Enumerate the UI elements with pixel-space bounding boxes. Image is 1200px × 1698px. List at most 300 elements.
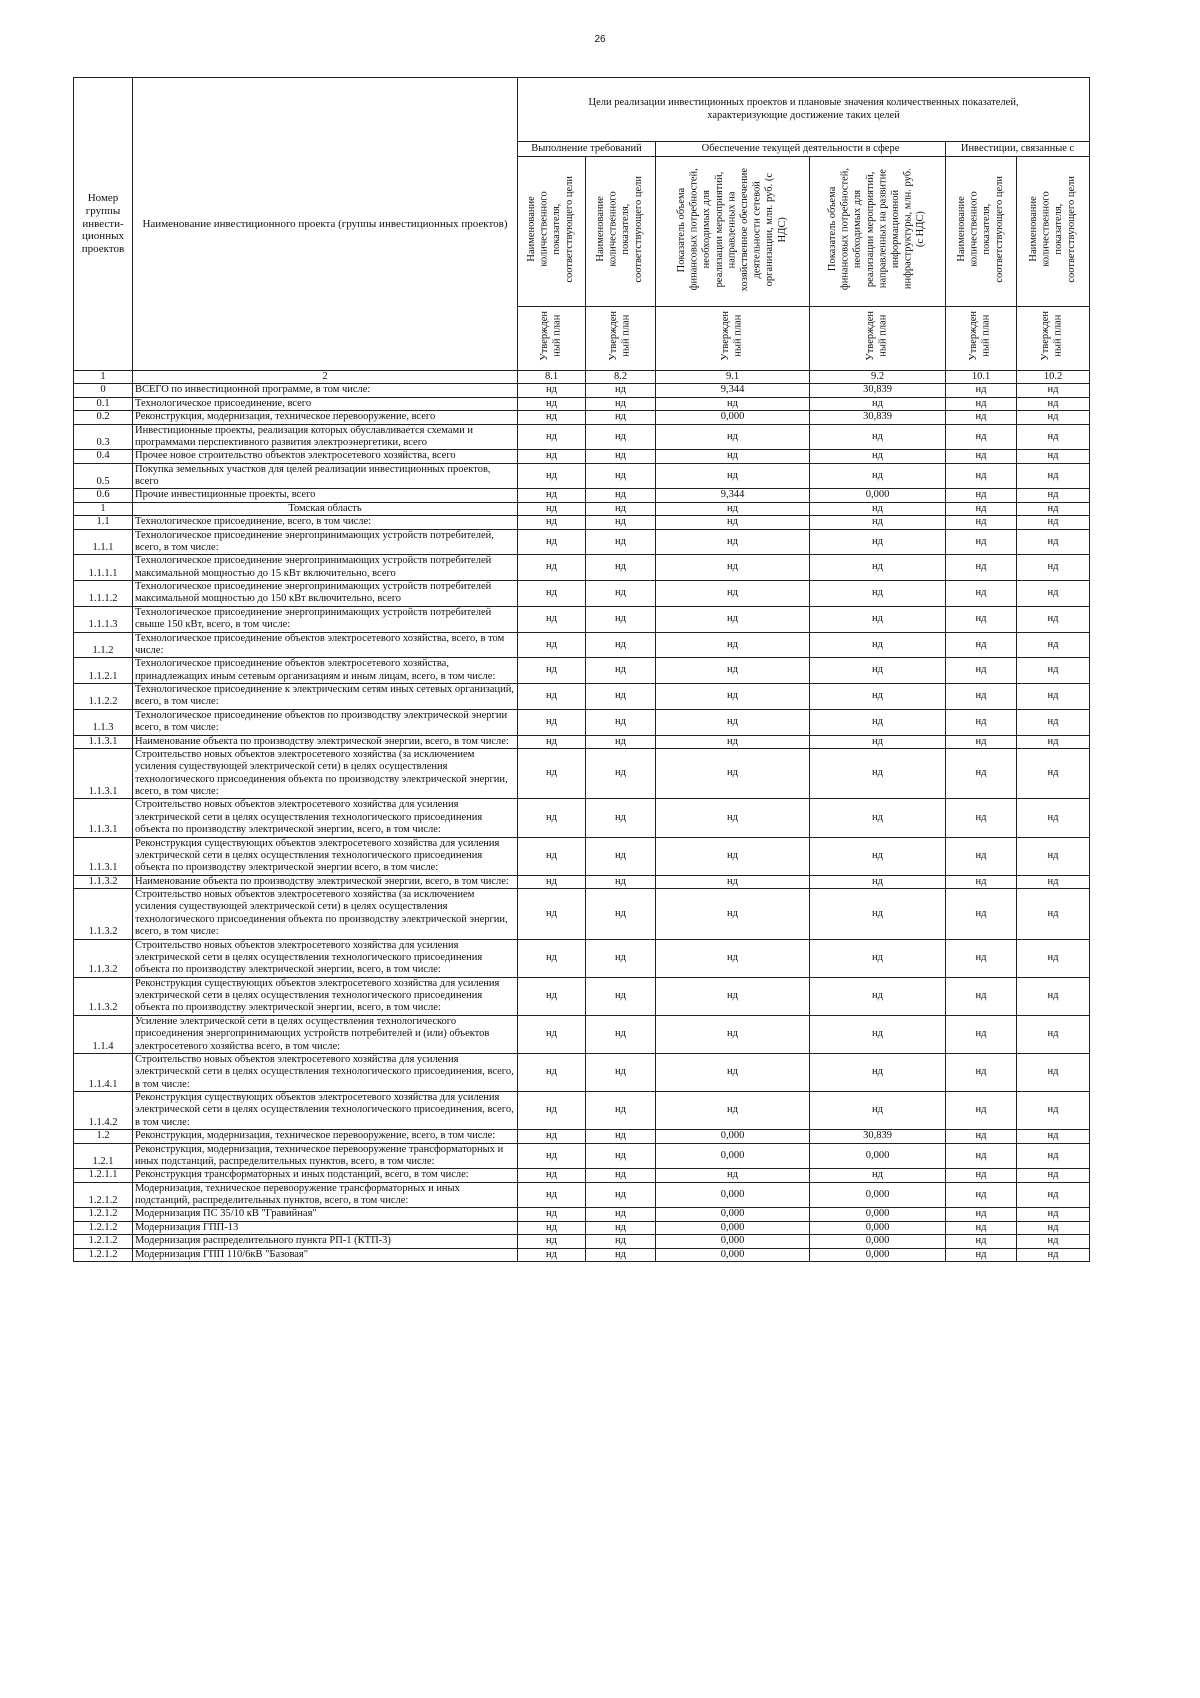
header-group-investments: Инвестиции, связанные с <box>946 142 1090 157</box>
header-plan-cell <box>1017 307 1090 371</box>
row-value-cell: нд <box>518 658 586 684</box>
row-value-cell: нд <box>946 1130 1017 1143</box>
column-number-cell: 10.2 <box>1017 371 1090 384</box>
row-value-cell: нд <box>1017 1221 1090 1234</box>
header-group-current-activity: Обеспечение текущей деятельности в сфере <box>656 142 946 157</box>
row-group-number: 1.2 <box>74 1130 133 1143</box>
row-value-cell: нд <box>946 529 1017 555</box>
row-project-name: Покупка земельных участков для целей реализации инвестиционных проектов, всего <box>133 463 518 489</box>
row-value-cell: 0,000 <box>656 1130 810 1143</box>
row-value-cell: нд <box>1017 411 1090 424</box>
row-value-cell: нд <box>586 450 656 463</box>
row-value-cell: нд <box>586 1053 656 1091</box>
row-value-cell: нд <box>586 939 656 977</box>
row-value-cell: нд <box>586 1235 656 1248</box>
table-row <box>74 384 1090 397</box>
row-value-cell: нд <box>946 384 1017 397</box>
table-row <box>74 748 1090 799</box>
table-row <box>74 502 1090 515</box>
row-value-cell: нд <box>946 1208 1017 1221</box>
row-value-cell: нд <box>946 735 1017 748</box>
row-value-cell: нд <box>1017 889 1090 940</box>
row-value-cell: нд <box>946 684 1017 710</box>
table-row <box>74 555 1090 581</box>
row-value-cell: нд <box>586 658 656 684</box>
row-value-cell: нд <box>946 1221 1017 1234</box>
row-value-cell: 0,000 <box>656 1143 810 1169</box>
row-project-name: Реконструкция, модернизация, техническое перевооружение, всего, в том числе: <box>133 1130 518 1143</box>
header-sub-9-2 <box>810 157 946 307</box>
row-group-number: 1.1.4.2 <box>74 1092 133 1130</box>
row-value-cell: нд <box>518 837 586 875</box>
row-project-name: Реконструкция существующих объектов электросетевого хозяйства для усиления электрической сети в целях осуществления технологического присоединения, всего, в том числе: <box>133 1092 518 1130</box>
row-project-name: Наименование объекта по производству электрической энергии, всего, в том числе: <box>133 735 518 748</box>
row-value-cell: нд <box>518 450 586 463</box>
row-value-cell: нд <box>518 875 586 888</box>
row-value-cell: нд <box>518 516 586 529</box>
row-value-cell: нд <box>946 502 1017 515</box>
row-value-cell: нд <box>656 397 810 410</box>
row-value-cell: нд <box>810 799 946 837</box>
row-value-cell: нд <box>586 1130 656 1143</box>
table-body <box>74 384 1090 1262</box>
header-plan-text: Утвержден ный план <box>864 311 889 362</box>
row-value-cell: нд <box>518 889 586 940</box>
row-project-name: Реконструкция существующих объектов электросетевого хозяйства для усиления электрической сети в целях осуществления технологического присоединения объекта по производству электрической энергии, всего, в том числе: <box>133 977 518 1015</box>
row-project-name: Томская область <box>133 502 518 515</box>
row-value-cell: нд <box>518 463 586 489</box>
row-value-cell: нд <box>810 837 946 875</box>
row-value-cell: 9,344 <box>656 384 810 397</box>
row-value-cell: нд <box>1017 1130 1090 1143</box>
row-value-cell: нд <box>946 489 1017 502</box>
table-row <box>74 684 1090 710</box>
row-project-name: Модернизация ПС 35/10 кВ "Гравийная" <box>133 1208 518 1221</box>
row-project-name: Прочие инвестиционные проекты, всего <box>133 489 518 502</box>
row-value-cell: 0,000 <box>656 1248 810 1261</box>
row-value-cell: нд <box>586 709 656 735</box>
row-value-cell: нд <box>656 1053 810 1091</box>
row-value-cell: нд <box>656 837 810 875</box>
row-group-number: 1.1.3.2 <box>74 977 133 1015</box>
row-value-cell: нд <box>656 463 810 489</box>
row-value-cell: нд <box>1017 581 1090 607</box>
row-project-name: Технологическое присоединение энергопринимающих устройств потребителей максимальной мощностью до 150 кВт включительно, всего <box>133 581 518 607</box>
row-value-cell: нд <box>810 735 946 748</box>
row-value-cell: нд <box>586 424 656 450</box>
table-row <box>74 1169 1090 1182</box>
row-value-cell: нд <box>946 977 1017 1015</box>
row-project-name: Технологическое присоединение объектов электросетевого хозяйства, всего, в том числе: <box>133 632 518 658</box>
row-value-cell: нд <box>1017 658 1090 684</box>
row-value-cell: нд <box>946 1182 1017 1208</box>
row-value-cell: нд <box>518 1248 586 1261</box>
row-project-name: Строительство новых объектов электросетевого хозяйства для усиления электрической сети в целях осуществления технологического присоединения объекта по производству электрической энергии, всего, в том числе: <box>133 939 518 977</box>
row-project-name: Усиление электрической сети в целях осуществления технологического присоединения энергопринимающих устройств потребителей и (или) объектов электросетевого хозяйства всего, в том числе: <box>133 1015 518 1053</box>
row-group-number: 1 <box>74 502 133 515</box>
row-value-cell: нд <box>810 875 946 888</box>
row-value-cell: нд <box>810 581 946 607</box>
row-value-cell: нд <box>586 1169 656 1182</box>
table-row <box>74 1092 1090 1130</box>
row-value-cell: нд <box>656 889 810 940</box>
row-value-cell: нд <box>1017 684 1090 710</box>
row-value-cell: 30,839 <box>810 1130 946 1143</box>
row-project-name: Технологическое присоединение объектов электросетевого хозяйства, принадлежащих иным сетевым организациям и иным лицам, всего, в том числе: <box>133 658 518 684</box>
row-value-cell: нд <box>518 555 586 581</box>
row-value-cell: нд <box>586 1248 656 1261</box>
row-value-cell: нд <box>1017 555 1090 581</box>
row-value-cell: нд <box>656 735 810 748</box>
row-value-cell: нд <box>586 875 656 888</box>
row-value-cell: нд <box>1017 384 1090 397</box>
row-value-cell: нд <box>586 555 656 581</box>
row-value-cell: нд <box>946 658 1017 684</box>
row-value-cell: нд <box>946 939 1017 977</box>
row-project-name: ВСЕГО по инвестиционной программе, в том числе: <box>133 384 518 397</box>
row-value-cell: нд <box>1017 489 1090 502</box>
row-value-cell: нд <box>656 516 810 529</box>
header-sub-8-1-text: Наименование количественного показателя, соответствующего цели <box>526 175 576 283</box>
row-value-cell: нд <box>810 977 946 1015</box>
table-row <box>74 1221 1090 1234</box>
row-value-cell: нд <box>656 709 810 735</box>
table-row <box>74 709 1090 735</box>
row-group-number: 1.2.1.2 <box>74 1208 133 1221</box>
row-value-cell: нд <box>1017 709 1090 735</box>
row-group-number: 1.2.1.1 <box>74 1169 133 1182</box>
row-value-cell: нд <box>518 684 586 710</box>
row-value-cell: нд <box>656 799 810 837</box>
row-value-cell: нд <box>586 502 656 515</box>
row-group-number: 0.1 <box>74 397 133 410</box>
column-number-cell: 8.1 <box>518 371 586 384</box>
row-value-cell: нд <box>518 529 586 555</box>
row-value-cell: нд <box>518 1092 586 1130</box>
table-row <box>74 529 1090 555</box>
row-value-cell: 30,839 <box>810 384 946 397</box>
row-group-number: 1.1.2.1 <box>74 658 133 684</box>
row-group-number: 1.2.1.2 <box>74 1221 133 1234</box>
row-group-number: 1.1.1 <box>74 529 133 555</box>
row-value-cell: нд <box>946 606 1017 632</box>
row-value-cell: нд <box>810 658 946 684</box>
row-value-cell: нд <box>656 748 810 799</box>
table-row <box>74 658 1090 684</box>
row-group-number: 0 <box>74 384 133 397</box>
row-value-cell: 0,000 <box>810 1221 946 1234</box>
row-value-cell: нд <box>1017 1015 1090 1053</box>
header-sub-9-1 <box>656 157 810 307</box>
table-row <box>74 1015 1090 1053</box>
row-value-cell: нд <box>1017 748 1090 799</box>
table-row <box>74 1235 1090 1248</box>
header-sub-8-2 <box>586 157 656 307</box>
table-row <box>74 1208 1090 1221</box>
row-value-cell: нд <box>946 450 1017 463</box>
row-project-name: Модернизация ГПП 110/6кВ "Базовая" <box>133 1248 518 1261</box>
row-project-name: Прочее новое строительство объектов электросетевого хозяйства, всего <box>133 450 518 463</box>
row-group-number: 1.1.2.2 <box>74 684 133 710</box>
table-row <box>74 977 1090 1015</box>
row-project-name: Модернизация распределительного пункта РП-1 (КТП-3) <box>133 1235 518 1248</box>
row-group-number: 1.1.3 <box>74 709 133 735</box>
row-value-cell: нд <box>586 384 656 397</box>
row-project-name: Технологическое присоединение энергопринимающих устройств потребителей свыше 150 кВт, всего, в том числе: <box>133 606 518 632</box>
row-project-name: Реконструкция трансформаторных и иных подстанций, всего, в том числе: <box>133 1169 518 1182</box>
row-value-cell: нд <box>810 1053 946 1091</box>
row-value-cell: нд <box>1017 735 1090 748</box>
column-number-cell: 1 <box>74 371 133 384</box>
row-value-cell: нд <box>810 424 946 450</box>
row-value-cell: нд <box>946 875 1017 888</box>
row-project-name: Технологическое присоединение, всего, в том числе: <box>133 516 518 529</box>
table-row <box>74 799 1090 837</box>
row-value-cell: нд <box>810 1169 946 1182</box>
row-value-cell: нд <box>656 632 810 658</box>
row-value-cell: нд <box>518 1235 586 1248</box>
row-value-cell: нд <box>1017 632 1090 658</box>
row-project-name: Реконструкция, модернизация, техническое перевооружение трансформаторных и иных подстанций, распределительных пунктов, всего, в том числе: <box>133 1143 518 1169</box>
row-value-cell: нд <box>1017 875 1090 888</box>
header-plan-cell <box>946 307 1017 371</box>
row-value-cell: нд <box>810 516 946 529</box>
row-value-cell: нд <box>1017 799 1090 837</box>
column-number-cell: 9.1 <box>656 371 810 384</box>
row-value-cell: нд <box>1017 1208 1090 1221</box>
row-value-cell: 0,000 <box>810 489 946 502</box>
row-project-name: Строительство новых объектов электросетевого хозяйства для усиления электрической сети в целях осуществления технологического присоединения, всего, в том числе: <box>133 1053 518 1091</box>
header-number-row <box>74 371 1090 384</box>
row-project-name: Модернизация, техническое перевооружение трансформаторных и иных подстанций, распределительных пунктов, всего, в том числе: <box>133 1182 518 1208</box>
header-plan-text: Утвержден ный план <box>719 311 744 362</box>
row-project-name: Технологическое присоединение к электрическим сетям иных сетевых организаций, всего, в том числе: <box>133 684 518 710</box>
row-value-cell: нд <box>810 529 946 555</box>
row-value-cell: 30,839 <box>810 411 946 424</box>
row-value-cell: нд <box>1017 1248 1090 1261</box>
row-value-cell: 0,000 <box>656 1182 810 1208</box>
row-value-cell: нд <box>810 889 946 940</box>
row-value-cell: нд <box>1017 1235 1090 1248</box>
table-row <box>74 463 1090 489</box>
header-group-number: Номер группы инвести-ционных проектов <box>74 78 133 371</box>
table-row <box>74 1053 1090 1091</box>
table-row <box>74 1248 1090 1261</box>
row-project-name: Инвестиционные проекты, реализация которых обуславливается схемами и программами перспективного развития электроэнергетики, всего <box>133 424 518 450</box>
column-number-cell: 8.2 <box>586 371 656 384</box>
table-row <box>74 735 1090 748</box>
row-group-number: 1.2.1.2 <box>74 1248 133 1261</box>
row-value-cell: нд <box>518 1015 586 1053</box>
row-value-cell: нд <box>810 463 946 489</box>
header-group-requirements: Выполнение требований <box>518 142 656 157</box>
row-value-cell: нд <box>1017 977 1090 1015</box>
header-sub-9-1-text: Показатель объема финансовых потребностей, необходимых для реализации мероприятий, направленных на хозяйственное обеспечение деятельности сетевой организации, млн. руб. (с НДС) <box>675 167 788 291</box>
row-value-cell: нд <box>656 606 810 632</box>
row-value-cell: нд <box>518 411 586 424</box>
row-value-cell: нд <box>586 889 656 940</box>
row-group-number: 1.1 <box>74 516 133 529</box>
header-plan-cell <box>656 307 810 371</box>
row-value-cell: нд <box>810 450 946 463</box>
row-value-cell: нд <box>946 1015 1017 1053</box>
header-project-name: Наименование инвестиционного проекта (группы инвестиционных проектов) <box>133 78 518 371</box>
header-plan-cell <box>518 307 586 371</box>
row-value-cell: 0,000 <box>810 1143 946 1169</box>
row-value-cell: нд <box>586 463 656 489</box>
row-value-cell: нд <box>518 1182 586 1208</box>
row-value-cell: 0,000 <box>656 411 810 424</box>
row-value-cell: нд <box>518 799 586 837</box>
row-project-name: Модернизация ГПП-13 <box>133 1221 518 1234</box>
row-value-cell: нд <box>586 581 656 607</box>
row-group-number: 1.2.1.2 <box>74 1182 133 1208</box>
row-value-cell: нд <box>518 1221 586 1234</box>
row-group-number: 1.1.4.1 <box>74 1053 133 1091</box>
row-value-cell: нд <box>518 1169 586 1182</box>
row-value-cell: нд <box>586 1182 656 1208</box>
row-value-cell: нд <box>518 1053 586 1091</box>
row-value-cell: нд <box>586 489 656 502</box>
header-sub-9-2-text: Показатель объема финансовых потребностей, необходимых для реализации мероприятий, направленных на развитие информационной инфраструктуры, млн. руб. (с НДС) <box>827 168 927 291</box>
row-value-cell: нд <box>1017 1053 1090 1091</box>
row-group-number: 1.1.1.3 <box>74 606 133 632</box>
row-value-cell: нд <box>586 516 656 529</box>
row-group-number: 0.3 <box>74 424 133 450</box>
row-value-cell: нд <box>656 424 810 450</box>
row-group-number: 1.1.3.1 <box>74 837 133 875</box>
row-project-name: Реконструкция существующих объектов электросетевого хозяйства для усиления электрической сети в целях осуществления технологического присоединения объекта по производству электрической энергии всего, в том числе: <box>133 837 518 875</box>
row-value-cell: нд <box>656 581 810 607</box>
row-value-cell: нд <box>656 1092 810 1130</box>
row-value-cell: нд <box>518 606 586 632</box>
row-value-cell: нд <box>586 735 656 748</box>
row-project-name: Технологическое присоединение энергопринимающих устройств потребителей максимальной мощностью до 15 кВт включительно, всего <box>133 555 518 581</box>
row-group-number: 1.1.2 <box>74 632 133 658</box>
header-plan-cell <box>810 307 946 371</box>
header-sub-10-2-text: Наименование количественного показателя, соответствующего цели <box>1027 175 1077 283</box>
row-value-cell: нд <box>1017 1182 1090 1208</box>
row-value-cell: нд <box>656 555 810 581</box>
table-row <box>74 424 1090 450</box>
header-goals-title: Цели реализации инвестиционных проектов и плановые значения количественных показателей, характеризующие достижение таких целей <box>518 78 1090 142</box>
row-group-number: 1.1.3.1 <box>74 748 133 799</box>
row-value-cell: нд <box>518 424 586 450</box>
column-number-cell: 10.1 <box>946 371 1017 384</box>
row-value-cell: нд <box>810 748 946 799</box>
row-value-cell: нд <box>946 1053 1017 1091</box>
table-row <box>74 581 1090 607</box>
row-project-name: Технологическое присоединение объектов по производству электрической энергии всего, в том числе: <box>133 709 518 735</box>
row-value-cell: нд <box>656 977 810 1015</box>
row-project-name: Технологическое присоединение энергопринимающих устройств потребителей, всего, в том числе: <box>133 529 518 555</box>
table-row <box>74 411 1090 424</box>
table-row <box>74 606 1090 632</box>
column-number-cell: 9.2 <box>810 371 946 384</box>
row-value-cell: нд <box>518 735 586 748</box>
row-project-name: Строительство новых объектов электросетевого хозяйства (за исключением усиления существующей электрической сети) в целях осуществления технологического присоединения объекта по производству электрической энергии, всего, в том числе: <box>133 889 518 940</box>
row-value-cell: нд <box>586 606 656 632</box>
row-value-cell: нд <box>810 606 946 632</box>
row-value-cell: нд <box>518 1143 586 1169</box>
row-value-cell: нд <box>1017 939 1090 977</box>
row-group-number: 1.1.3.1 <box>74 799 133 837</box>
row-value-cell: нд <box>586 397 656 410</box>
row-value-cell: нд <box>586 529 656 555</box>
table-row <box>74 875 1090 888</box>
row-value-cell: нд <box>586 1143 656 1169</box>
row-value-cell: нд <box>1017 502 1090 515</box>
row-value-cell: нд <box>518 1130 586 1143</box>
row-group-number: 1.1.1.1 <box>74 555 133 581</box>
row-value-cell: нд <box>518 384 586 397</box>
row-value-cell: нд <box>1017 1092 1090 1130</box>
row-value-cell: нд <box>1017 424 1090 450</box>
row-value-cell: нд <box>518 502 586 515</box>
table-row <box>74 632 1090 658</box>
row-project-name: Строительство новых объектов электросетевого хозяйства (за исключением усиления существующей электрической сети) в целях осуществления технологического присоединения объекта по производству электрической энергии, всего, в том числе: <box>133 748 518 799</box>
table-row <box>74 397 1090 410</box>
row-value-cell: нд <box>586 632 656 658</box>
row-value-cell: нд <box>810 555 946 581</box>
row-value-cell: нд <box>946 424 1017 450</box>
row-value-cell: нд <box>946 581 1017 607</box>
row-value-cell: нд <box>810 1015 946 1053</box>
header-sub-10-1-text: Наименование количественного показателя, соответствующего цели <box>955 175 1005 283</box>
row-value-cell: нд <box>946 516 1017 529</box>
row-group-number: 1.2.1.2 <box>74 1235 133 1248</box>
row-value-cell: нд <box>946 1235 1017 1248</box>
page-number: 26 <box>594 34 606 45</box>
header-sub-10-1 <box>946 157 1017 307</box>
row-value-cell: нд <box>518 397 586 410</box>
row-value-cell: нд <box>946 889 1017 940</box>
row-value-cell: нд <box>656 684 810 710</box>
row-value-cell: нд <box>810 684 946 710</box>
row-value-cell: нд <box>586 1221 656 1234</box>
row-value-cell: нд <box>656 529 810 555</box>
row-value-cell: нд <box>518 632 586 658</box>
investment-table <box>73 77 1090 1262</box>
row-value-cell: нд <box>586 1208 656 1221</box>
row-value-cell: 0,000 <box>810 1248 946 1261</box>
table-row <box>74 1130 1090 1143</box>
row-value-cell: 0,000 <box>656 1235 810 1248</box>
row-value-cell: нд <box>810 709 946 735</box>
table-row <box>74 939 1090 977</box>
row-value-cell: нд <box>656 658 810 684</box>
table-header <box>74 78 1090 384</box>
row-group-number: 1.1.1.2 <box>74 581 133 607</box>
row-group-number: 0.4 <box>74 450 133 463</box>
row-value-cell: нд <box>810 397 946 410</box>
header-plan-text: Утвержден ный план <box>538 311 563 362</box>
row-value-cell: нд <box>946 748 1017 799</box>
row-value-cell: нд <box>946 1143 1017 1169</box>
row-group-number: 0.5 <box>74 463 133 489</box>
table-row <box>74 489 1090 502</box>
row-value-cell: нд <box>518 977 586 1015</box>
row-value-cell: 0,000 <box>810 1235 946 1248</box>
header-plan-text: Утвержден ный план <box>968 311 992 362</box>
row-value-cell: 0,000 <box>656 1208 810 1221</box>
header-sub-8-1 <box>518 157 586 307</box>
row-value-cell: нд <box>946 799 1017 837</box>
row-value-cell: нд <box>656 1169 810 1182</box>
row-value-cell: нд <box>656 939 810 977</box>
row-value-cell: нд <box>1017 1169 1090 1182</box>
row-value-cell: нд <box>518 709 586 735</box>
